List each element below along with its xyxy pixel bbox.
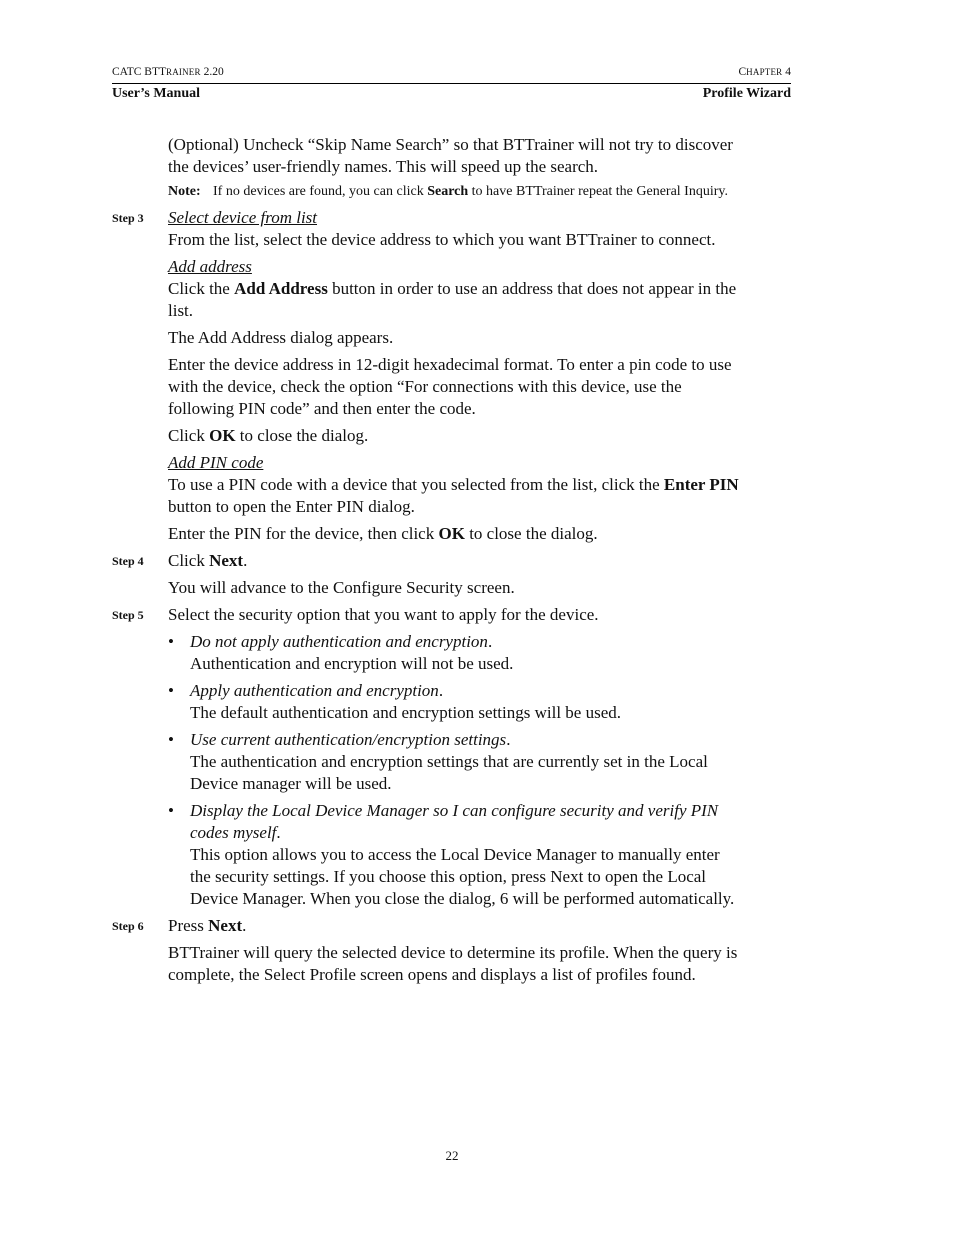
paragraph: Enter the device address in 12-digit hexadecimal format. To enter a pin code to use with the device, check the option “For connections with this device, use the following PIN code” and then enter the code. (168, 355, 732, 418)
paragraph: Click Next. (168, 551, 248, 570)
paragraph: From the list, select the device address to which you want BTTrainer to connect. (168, 230, 716, 249)
list-item: • Display the Local Device Manager so I can configure security and verify PIN codes myself. This option allows you to access the Local Device Manager to manually enter the security settings. If you choose this option, press Next to open the Local Device Manager. When you close the dialog, 6 will be performed automatically. (168, 801, 735, 908)
step-3-title: Select device from list (168, 208, 318, 227)
bullet-icon: • (168, 730, 174, 749)
list-item: • Use current authentication/encryption settings. The authentication and encryption settings that are currently set in the Local Device manager will be used. (168, 730, 708, 793)
note: Note: If no devices are found, you can click Search to have BTTrainer repeat the General Inquiry. (168, 184, 728, 199)
manual-title: User’s Manual (112, 86, 201, 101)
add-address-title: Add address (168, 257, 252, 276)
list-item: • Do not apply authentication and encryption. Authentication and encryption will not be used. (168, 632, 514, 673)
step-3 (112, 207, 740, 545)
paragraph: Select the security option that you want to apply for the device. (168, 605, 599, 624)
step-label: Step 6 (112, 919, 144, 933)
add-pin-title: Add PIN code (168, 453, 264, 472)
section-title: Profile Wizard (702, 86, 791, 101)
paragraph: Click OK to close the dialog. (168, 426, 369, 445)
list-item: • Apply authentication and encryption. The default authentication and encryption settings will be used. (168, 681, 622, 722)
bullet-icon: • (168, 632, 174, 651)
bullet-icon: • (168, 681, 174, 700)
paragraph: Click the Add Address button in order to use an address that does not appear in the list. (168, 279, 737, 320)
page-body (112, 134, 740, 991)
product-name: CATC BTTRAINER 2.20 (112, 66, 224, 78)
header-rule (112, 83, 791, 84)
paragraph: Enter the PIN for the device, then click OK to close the dialog. (168, 524, 598, 543)
chapter-label: CHAPTER 4 (738, 66, 791, 78)
bullet-icon: • (168, 801, 174, 820)
step-label: Step 4 (112, 554, 144, 568)
paragraph: BTTrainer will query the selected device to determine its profile. When the query is complete, the Select Profile screen opens and displays a list of profiles found. (168, 943, 738, 984)
step-4 (112, 550, 740, 599)
step-label: Step 3 (112, 211, 144, 225)
paragraph: Press Next. (168, 916, 247, 935)
step-5 (112, 604, 740, 910)
paragraph: The Add Address dialog appears. (168, 328, 394, 347)
page-number: 22 (445, 1148, 459, 1163)
running-header-top (112, 66, 791, 82)
running-header-bottom (112, 86, 791, 104)
paragraph: To use a PIN code with a device that you selected from the list, click the Enter PIN button to open the Enter PIN dialog. (168, 475, 739, 516)
paragraph: You will advance to the Configure Security screen. (168, 578, 515, 597)
note-label: Note: (168, 184, 201, 199)
step-6 (112, 915, 740, 986)
step-label: Step 5 (112, 608, 144, 622)
optional-paragraph: (Optional) Uncheck “Skip Name Search” so that BTTrainer will not try to discover the devices’ user-friendly names. This will speed up the search. (168, 135, 733, 176)
